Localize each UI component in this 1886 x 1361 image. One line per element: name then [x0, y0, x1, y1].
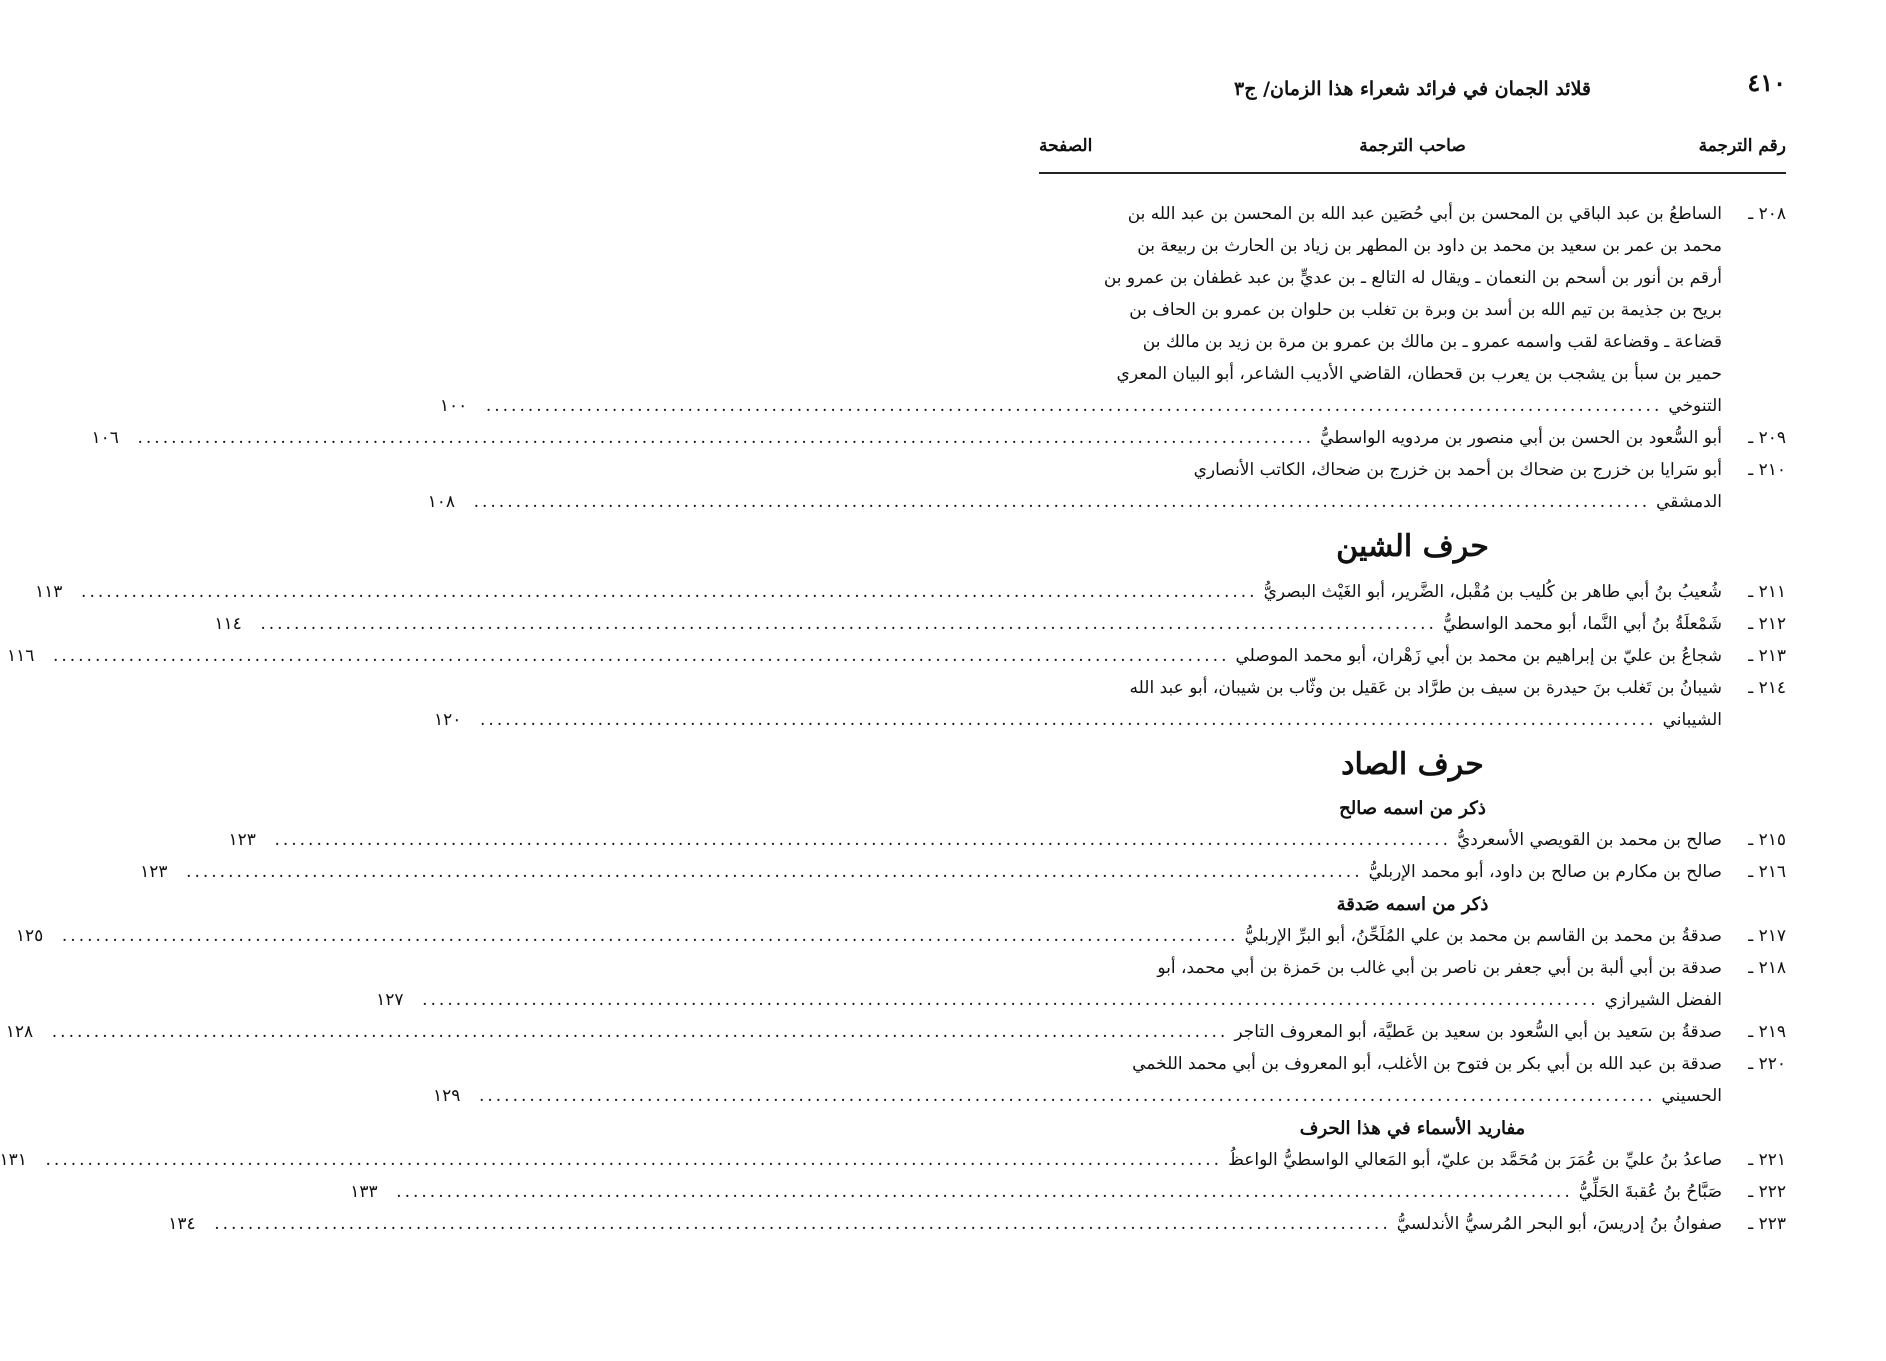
dot-leader: ............................................................................................................................................ — [214, 1214, 1391, 1234]
dot-leader: ............................................................................................................................................ — [51, 1022, 1229, 1042]
entry-final-line — [228, 824, 1722, 856]
toc-entry — [434, 672, 1786, 736]
entry-text-line: حمير بن سبأ بن يشجب بن يعرب بن قحطان، القاضي الأديب الشاعر، أبو البيان المعري — [1116, 364, 1722, 384]
entry-number: ٢٠٩ ـ — [1748, 428, 1786, 448]
toc-entry — [140, 856, 1786, 888]
entry-title: صَبَّاحُ بنُ عُقبةَ الحَلِّيُّ — [1578, 1182, 1722, 1202]
entry-title: التنوخي — [1668, 396, 1722, 416]
entry-final-line — [15, 920, 1722, 952]
section-subheading: ذكر من اسمه صالح — [1339, 798, 1486, 819]
section-subheading: ذكر من اسمه صَدقة — [1336, 894, 1489, 915]
dot-leader: ............................................................................................................................................ — [52, 646, 1230, 666]
entry-final-line — [427, 486, 1722, 518]
dot-leader: ............................................................................................................................................ — [137, 428, 1315, 448]
toc-entry — [439, 198, 1786, 422]
running-title: قلائد الجمان في فرائد شعراء هذا الزمان/ ج٣ — [1233, 78, 1591, 100]
entry-final-line — [376, 984, 1722, 1016]
dot-leader: ............................................................................................................................................ — [61, 926, 1239, 946]
toc-entry — [0, 1144, 1786, 1176]
entry-title: صدقةُ بن محمد بن القاسم بن محمد بن علي المُلَحِّنُ، أبو البرِّ الإربليُّ — [1244, 926, 1722, 946]
entry-title: صالح بن مكارم بن صالح بن داود، أبو محمد الإربليُّ — [1368, 862, 1722, 882]
toc-entry — [5, 1016, 1786, 1048]
entry-number: ٢١٠ ـ — [1748, 460, 1786, 480]
dot-leader: ............................................................................................................................................ — [422, 990, 1599, 1010]
entry-final-line — [140, 856, 1722, 888]
entry-final-line — [5, 1016, 1722, 1048]
entry-text-line: بريح بن جذيمة بن تيم الله بن أسد بن وبرة بن تغلب بن حلوان بن عمرو بن الحاف بن — [1129, 300, 1722, 320]
entry-page-number: ١٢٣ — [140, 862, 168, 882]
entry-title: الفضل الشيرازي — [1604, 990, 1722, 1010]
toc-entry — [15, 920, 1786, 952]
page-number: ٤١٠ — [1747, 68, 1786, 97]
toc-entry — [376, 952, 1786, 1016]
entry-page-number: ١١٤ — [214, 614, 242, 634]
dot-leader: ............................................................................................................................................ — [274, 830, 1451, 850]
toc-entry — [432, 1048, 1786, 1112]
entry-number: ٢١٢ ـ — [1748, 614, 1786, 634]
entry-number: ٢٢٠ ـ — [1748, 1054, 1786, 1074]
header-rule — [1039, 172, 1786, 174]
entry-number: ٢١٨ ـ — [1748, 958, 1786, 978]
entry-text-line: صدقة بن عبد الله بن أبي بكر بن فتوح بن الأغلب، أبو المعروف بن أبي محمد اللخمي — [1132, 1054, 1722, 1074]
entry-text-line: محمد بن عمر بن سعيد بن محمد بن داود بن المطهر بن زياد بن الحارث بن ربيعة بن — [1137, 236, 1722, 256]
entry-number: ٢١٦ ـ — [1748, 862, 1786, 882]
column-headers — [1039, 136, 1786, 166]
toc-entry — [228, 824, 1786, 856]
dot-leader: ............................................................................................................................................ — [396, 1182, 1573, 1202]
toc-entry — [350, 1176, 1786, 1208]
column-owner-header: صاحب الترجمة — [1359, 136, 1466, 156]
page-header — [1039, 68, 1786, 108]
entry-title: أبو السُّعود بن الحسن بن أبي منصور بن مردويه الواسطيُّ — [1320, 428, 1722, 448]
entry-final-line — [350, 1176, 1722, 1208]
entry-number: ٢٢٢ ـ — [1748, 1182, 1786, 1202]
entry-title: شُعيبُ بنُ أبي طاهر بن كُليب بن مُقْبل، الضَّرير، أبو الغَيْث البصريُّ — [1263, 582, 1722, 602]
entry-final-line — [6, 640, 1722, 672]
entry-title: صالح بن محمد بن القويصي الأسعرديُّ — [1456, 830, 1722, 850]
entry-text-line: أبو سَرايا بن خزرج بن ضحاك بن أحمد بن خزرج بن ضحاك، الكاتب الأنصاري — [1193, 460, 1722, 480]
entry-page-number: ١٢٠ — [434, 710, 462, 730]
toc-entry — [35, 576, 1786, 608]
entry-number: ٢١٣ ـ — [1748, 646, 1786, 666]
dot-leader: ............................................................................................................................................ — [480, 710, 1657, 730]
entry-final-line — [432, 1080, 1722, 1112]
entry-page-number: ١٣٤ — [168, 1214, 196, 1234]
entry-page-number: ١٠٠ — [439, 396, 468, 416]
entry-title: صاعدُ بنُ عليِّ بن عُمَرَ بن مُحَمَّد بن عليّ، أبو المَعالي الواسطيُّ الواعظُ — [1228, 1150, 1722, 1170]
entry-number: ٢١٥ ـ — [1748, 830, 1786, 850]
entry-page-number: ١٢٧ — [376, 990, 404, 1010]
entry-final-line — [214, 608, 1722, 640]
letter-heading: حرف الشين — [1336, 529, 1489, 564]
dot-leader: ............................................................................................................................................ — [485, 396, 1663, 416]
entry-page-number: ١١٦ — [6, 646, 35, 666]
entry-number: ٢١٤ ـ — [1748, 678, 1786, 698]
entry-final-line — [168, 1208, 1722, 1240]
entry-text-line: قضاعة ـ وقضاعة لقب واسمه عمرو ـ بن مالك بن عمرو بن مرة بن زيد بن مالك بن — [1142, 332, 1722, 352]
entry-title: صدقةُ بن سَعيد بن أبي السُّعود بن سعيد بن عَطيَّة، أبو المعروف التاجر — [1234, 1022, 1722, 1042]
entry-text-line: شيبانُ بن تَغلب بنَ حيدرة بن سيف بن طرَّاد بن عَقيل بن وثّاب بن شيبان، أبو عبد الله — [1129, 678, 1722, 698]
entry-number: ٢١٧ ـ — [1748, 926, 1786, 946]
toc-entry — [91, 422, 1786, 454]
entry-page-number: ١٣١ — [0, 1150, 27, 1170]
dot-leader: ............................................................................................................................................ — [473, 492, 1651, 512]
dot-leader: ............................................................................................................................................ — [478, 1086, 1656, 1106]
toc-entry — [6, 640, 1786, 672]
dot-leader: ............................................................................................................................................ — [81, 582, 1258, 602]
entry-title: الحسيني — [1661, 1086, 1722, 1106]
column-page-header: الصفحة — [1039, 136, 1093, 156]
dot-leader: ............................................................................................................................................ — [260, 614, 1437, 634]
entry-title: صفوانُ بنُ إدريسَ، أبو البحر المُرسيُّ الأندلسيُّ — [1396, 1214, 1722, 1234]
entry-page-number: ١١٣ — [35, 582, 63, 602]
entry-final-line — [35, 576, 1722, 608]
entry-page-number: ١٠٦ — [91, 428, 119, 448]
entry-text-line: الساطعُ بن عبد الباقي بن المحسن بن أبي حُصَين عبد الله بن المحسن بن عبد الله بن — [1127, 204, 1722, 224]
section-subheading: مفاريد الأسماء في هذا الحرف — [1299, 1118, 1526, 1139]
entry-page-number: ١٢٣ — [228, 830, 256, 850]
entry-page-number: ١٢٩ — [432, 1086, 461, 1106]
entry-number: ٢٠٨ ـ — [1748, 204, 1786, 224]
entry-page-number: ١٣٣ — [350, 1182, 378, 1202]
entry-final-line — [0, 1144, 1722, 1176]
column-number-header: رقم الترجمة — [1698, 136, 1786, 156]
entry-page-number: ١٢٨ — [5, 1022, 34, 1042]
entry-number: ٢٢١ ـ — [1748, 1150, 1786, 1170]
entry-title: الدمشقي — [1656, 492, 1722, 512]
toc-entry — [168, 1208, 1786, 1240]
letter-heading: حرف الصاد — [1341, 747, 1484, 782]
entry-page-number: ١٠٨ — [427, 492, 455, 512]
table-of-contents — [0, 198, 1786, 1240]
entry-page-number: ١٢٥ — [15, 926, 44, 946]
entry-final-line — [434, 704, 1722, 736]
entry-title: شَمْعلَةُ بنُ أبي النَّما، أبو محمد الواسطيُّ — [1442, 614, 1722, 634]
toc-entry — [214, 608, 1786, 640]
toc-entry — [427, 454, 1786, 518]
entry-final-line — [91, 422, 1722, 454]
entry-number: ٢٢٣ ـ — [1748, 1214, 1786, 1234]
dot-leader: ............................................................................................................................................ — [45, 1150, 1223, 1170]
entry-text-line: صدقة بن أبي ألبة بن أبي جعفر بن ناصر بن أبي غالب بن حَمزة بن أبي محمد، أبو — [1157, 958, 1722, 978]
entry-title: شجاعُ بن عليّ بن إبراهيم بن محمد بن أبي زَهْران، أبو محمد الموصلي — [1235, 646, 1722, 666]
entry-number: ٢١٩ ـ — [1748, 1022, 1786, 1042]
entry-final-line — [439, 390, 1722, 422]
entry-number: ٢١١ ـ — [1748, 582, 1786, 602]
entry-title: الشيباني — [1662, 710, 1722, 730]
dot-leader: ............................................................................................................................................ — [186, 862, 1363, 882]
entry-text-line: أرقم بن أنور بن أسحم بن النعمان ـ ويقال له التالع ـ بن عديٍّ بن عبد غطفان بن عمرو بن — [1103, 268, 1722, 288]
